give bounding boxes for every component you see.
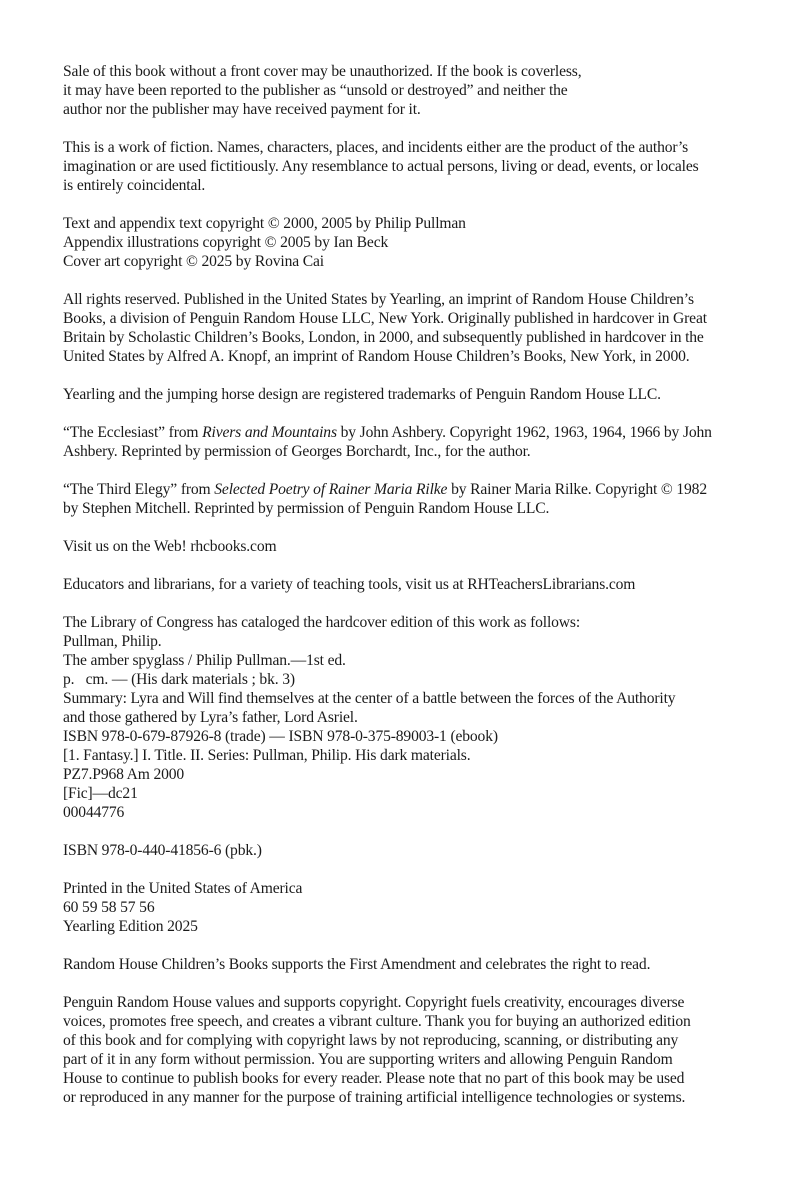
text-line: PZ7.P968 Am 2000 <box>63 766 185 783</box>
book-title: Selected Poetry of Rainer Maria Rilke <box>214 481 448 498</box>
text-line: Random House Children’s Books supports the First Amendment and celebrates the right to read. <box>63 956 651 973</box>
educators-notice <box>63 575 743 594</box>
text-line: This is a work of fiction. Names, characters, places, and incidents either are the product of the author’s <box>63 139 689 156</box>
text-line: Britain by Scholastic Children’s Books, London, in 2000, and subsequently published in hardcover in the <box>63 329 704 346</box>
text-line: [1. Fantasy.] I. Title. II. Series: Pullman, Philip. His dark materials. <box>63 747 471 764</box>
text-line: Penguin Random House values and supports copyright. Copyright fuels creativity, encourages diverse <box>63 994 685 1011</box>
text-line: Visit us on the Web! rhcbooks.com <box>63 538 277 555</box>
text-line: Appendix illustrations copyright © 2005 by Ian Beck <box>63 234 389 251</box>
text-line: The Library of Congress has cataloged the hardcover edition of this work as follows: <box>63 614 581 631</box>
text-line: author nor the publisher may have received payment for it. <box>63 101 421 118</box>
text-line: of this book and for complying with copyright laws by not reproducing, scanning, or distributing any <box>63 1032 679 1049</box>
permission-prefix: “The Third Elegy” from <box>63 481 215 498</box>
website-notice <box>63 537 743 556</box>
text-line: ISBN 978-0-679-87926-8 (trade) — ISBN 978-0-375-89003-1 (ebook) <box>63 728 498 745</box>
first-amendment-notice <box>63 955 743 974</box>
text-line <box>63 480 743 499</box>
permission-suffix: by Rainer Maria Rilke. Copyright © 1982 <box>447 481 707 498</box>
text-line: 60 59 58 57 56 <box>63 899 155 916</box>
isbn-paperback <box>63 841 743 860</box>
text-line: part of it in any form without permission. You are supporting writers and allowing Penguin Random <box>63 1051 673 1068</box>
text-line: is entirely coincidental. <box>63 177 206 194</box>
permission-elegy <box>63 480 743 518</box>
text-line: Books, a division of Penguin Random House LLC, New York. Originally published in hardcover in Great <box>63 310 707 327</box>
book-title: Rivers and Mountains <box>202 424 337 441</box>
rights-reserved <box>63 290 743 366</box>
text-line: United States by Alfred A. Knopf, an imprint of Random House Children’s Books, New York, in 2000. <box>63 348 690 365</box>
text-line: voices, promotes free speech, and creates a vibrant culture. Thank you for buying an authorized edition <box>63 1013 691 1030</box>
text-line: p. cm. — (His dark materials ; bk. 3) <box>63 671 295 688</box>
text-line: Ashbery. Reprinted by permission of Georges Borchardt, Inc., for the author. <box>63 443 531 460</box>
text-line: and those gathered by Lyra’s father, Lord Asriel. <box>63 709 358 726</box>
copyright-values-notice <box>63 993 743 1107</box>
text-line: by Stephen Mitchell. Reprinted by permission of Penguin Random House LLC. <box>63 500 550 517</box>
permission-prefix: “The Ecclesiast” from <box>63 424 203 441</box>
text-line: All rights reserved. Published in the United States by Yearling, an imprint of Random House Children’s <box>63 291 694 308</box>
cover-notice <box>63 62 743 119</box>
trademark-notice <box>63 385 743 404</box>
text-line: [Fic]—dc21 <box>63 785 138 802</box>
printing-info <box>63 879 743 936</box>
cataloging-data <box>63 613 743 822</box>
text-line: 00044776 <box>63 804 125 821</box>
fiction-notice <box>63 138 743 195</box>
text-line: Pullman, Philip. <box>63 633 162 650</box>
text-line: Text and appendix text copyright © 2000, 2005 by Philip Pullman <box>63 215 466 232</box>
text-line: Summary: Lyra and Will find themselves at the center of a battle between the forces of the Authority <box>63 690 676 707</box>
text-line: Cover art copyright © 2025 by Rovina Cai <box>63 253 324 270</box>
text-line: Yearling Edition 2025 <box>63 918 198 935</box>
text-line: Educators and librarians, for a variety of teaching tools, visit us at RHTeachersLibrarians.com <box>63 576 636 593</box>
permission-ecclesiast <box>63 423 743 461</box>
text-line: Yearling and the jumping horse design are registered trademarks of Penguin Random House LLC. <box>63 386 661 403</box>
copyright-page <box>63 62 743 1126</box>
text-line: it may have been reported to the publisher as “unsold or destroyed” and neither the <box>63 82 568 99</box>
text-line: Printed in the United States of America <box>63 880 303 897</box>
text-line: Sale of this book without a front cover may be unauthorized. If the book is coverless, <box>63 63 582 80</box>
permission-suffix: by John Ashbery. Copyright 1962, 1963, 1964, 1966 by John <box>336 424 712 441</box>
text-line: or reproduced in any manner for the purpose of training artificial intelligence technologies or systems. <box>63 1089 686 1106</box>
text-line: The amber spyglass / Philip Pullman.—1st ed. <box>63 652 346 669</box>
text-line: imagination or are used fictitiously. Any resemblance to actual persons, living or dead, events, or locales <box>63 158 699 175</box>
text-line: ISBN 978-0-440-41856-6 (pbk.) <box>63 842 262 859</box>
text-line <box>63 423 743 442</box>
text-line: House to continue to publish books for every reader. Please note that no part of this book may be used <box>63 1070 685 1087</box>
copyright-credits <box>63 214 743 271</box>
